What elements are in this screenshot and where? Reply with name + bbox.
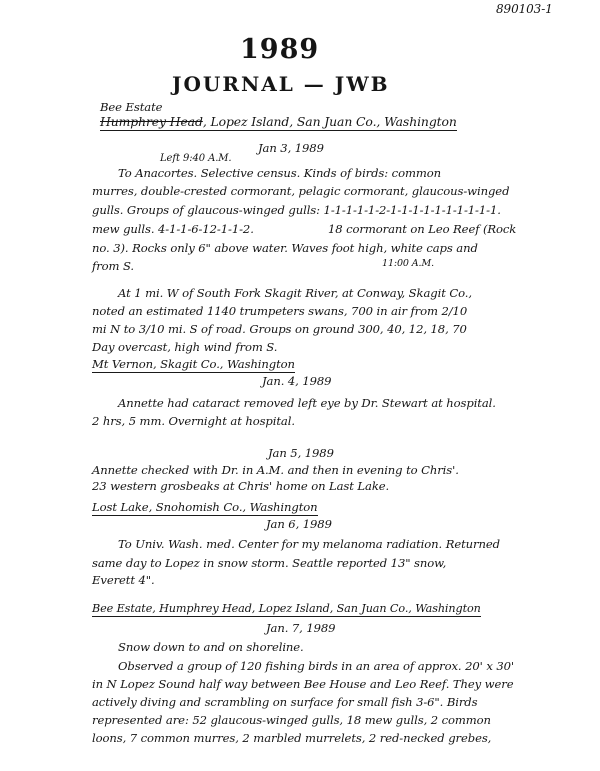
entry-1-line: mew gulls. 4-1-1-6-12-1-1-2. [92, 222, 254, 236]
entry-1-line: At 1 mi. W of South Fork Skagit River, at Conway, Skagit Co., [118, 286, 472, 300]
entry-1-line: 18 cormorant on Leo Reef (Rock [328, 222, 517, 236]
entry-4-line: To Univ. Wash. med. Center for my melanoma radiation. Returned [118, 537, 500, 551]
place-heading: Bee Estate, Humphrey Head, Lopez Island, San Juan Co., Washington [92, 602, 481, 615]
entry-5-line: Observed a group of 120 fishing birds in an area of approx. 20' x 30' [118, 659, 514, 673]
place-note: Bee Estate [100, 100, 163, 114]
entry-3-date: Jan 5, 1989 [268, 446, 334, 460]
entry-2-line: 2 hrs, 5 mm. Overnight at hospital. [92, 414, 295, 428]
entry-5-line: represented are: 52 glaucous-winged gulls, 18 mew gulls, 2 common [92, 713, 491, 727]
entry-4-date: Jan 6, 1989 [266, 517, 332, 531]
journal-year: 1989 [240, 34, 320, 65]
entry-2-line: Annette had cataract removed left eye by Dr. Stewart at hospital. [118, 396, 496, 410]
entry-1-line: mi N to 3/10 mi. S of road. Groups on ground 300, 40, 12, 18, 70 [92, 322, 467, 336]
entry-5-place [92, 602, 481, 615]
place-heading: Mt Vernon, Skagit Co., Washington [92, 357, 295, 371]
entry-5-line: loons, 7 common murres, 2 marbled murrelets, 2 red-necked grebes, [92, 731, 492, 745]
entry-3-line: Annette checked with Dr. in A.M. and then in evening to Chris'. [92, 463, 459, 477]
entry-1-line: from S. [92, 259, 135, 273]
place-rest: , Lopez Island, San Juan Co., Washington [202, 114, 457, 129]
left-time: Left 9:40 A.M. [160, 153, 232, 164]
entry-5-date: Jan. 7, 1989 [266, 621, 336, 635]
place-heading: Lost Lake, Snohomish Co., Washington [92, 500, 318, 514]
insert-time: 11:00 A.M. [382, 258, 435, 269]
entry-3-line: 23 western grosbeaks at Chris' home on Last Lake. [92, 479, 390, 493]
entry-4-place [92, 500, 318, 514]
entry-5-line: in N Lopez Sound half way between Bee House and Leo Reef. They were [92, 677, 514, 691]
entry-1-date: Jan 3, 1989 [258, 141, 324, 155]
entry-4-line: Everett 4". [92, 573, 155, 587]
entry-5-line: Snow down to and on shoreline. [118, 640, 304, 654]
entry-5-line: actively diving and scrambling on surface for small fish 3-6". Birds [92, 695, 478, 709]
entry-2-date: Jan. 4, 1989 [262, 374, 332, 388]
entry-1-line: gulls. Groups of glaucous-winged gulls: 1-1-1-1-1-2-1-1-1-1-1-1-1-1-1-1. [92, 203, 501, 217]
entry-1-line: To Anacortes. Selective census. Kinds of birds: common [118, 166, 441, 180]
journal-title: JOURNAL — JWB [172, 72, 390, 96]
document-number: 890103-1 [496, 2, 553, 16]
entry-1-place [100, 114, 457, 129]
entry-1-line: no. 3). Rocks only 6" above water. Waves foot high, white caps and [92, 241, 478, 255]
entry-1-line: noted an estimated 1140 trumpeters swans, 700 in air from 2/10 [92, 304, 468, 318]
entry-1-line: Day overcast, high wind from S. [92, 340, 278, 354]
entry-2-place [92, 357, 295, 371]
entry-1-line: murres, double-crested cormorant, pelagic cormorant, glaucous-winged [92, 184, 510, 198]
place-struck: Humphrey Head [100, 114, 203, 129]
entry-4-line: same day to Lopez in snow storm. Seattle reported 13" snow, [92, 556, 447, 570]
